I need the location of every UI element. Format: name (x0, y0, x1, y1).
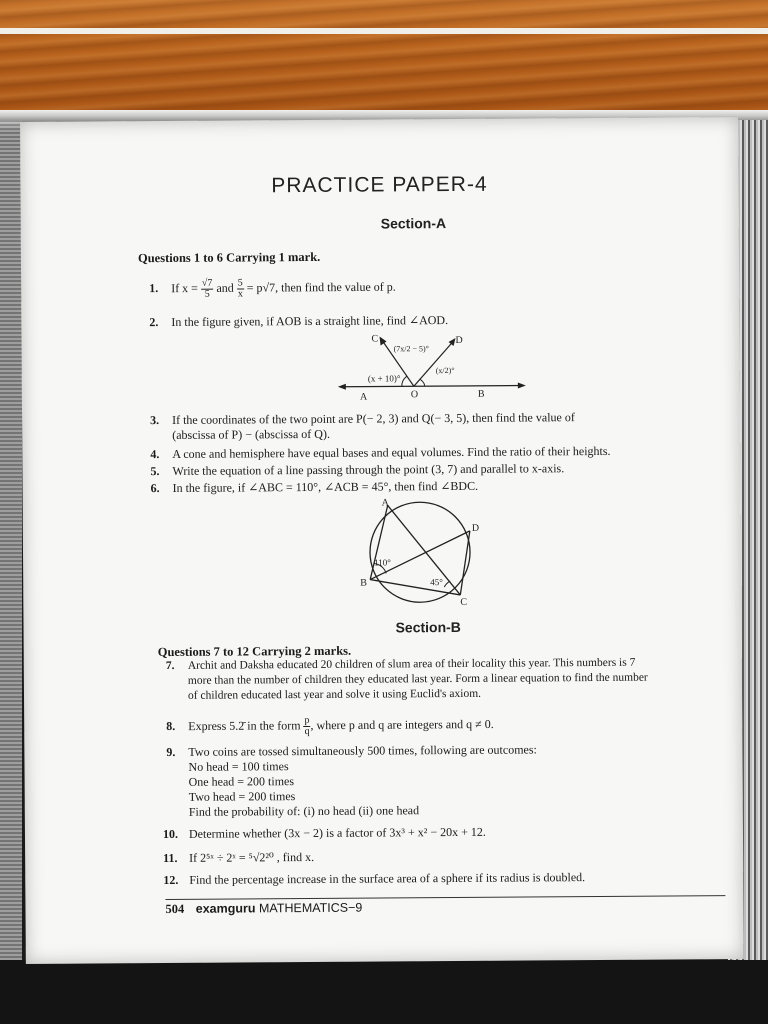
angle-label-1: (x + 10)° (367, 373, 401, 384)
section-a-heading: Section-A (380, 215, 447, 232)
question-number: 12. (163, 872, 179, 888)
label-b: B (360, 577, 367, 589)
straight-line-angle-figure (331, 330, 531, 403)
question-number: 11. (163, 850, 178, 866)
group2-heading: Questions 7 to 12 Carrying 2 marks. (157, 643, 352, 660)
label-d: D (471, 522, 480, 534)
question-number: 7. (165, 659, 175, 672)
question-number: 4. (150, 447, 160, 462)
footer-divider (165, 895, 725, 900)
question-10: 10. Determine whether (3x − 2) is a factor of 3x³ + x² − 20x + 12. (162, 824, 486, 842)
question-number: 1. (149, 281, 159, 296)
question-number: 3. (150, 413, 160, 428)
question-4: 4. A cone and hemisphere have equal bases and equal volumes. Find the ratio of their heights. (150, 443, 611, 462)
subject-name: MATHEMATICS−9 (258, 900, 363, 916)
wooden-table-background (0, 0, 768, 112)
group1-heading: Questions 1 to 6 Carrying 1 mark. (137, 249, 321, 266)
question-9: 9. Two coins are tossed simultaneously 500 times, following are outcomes: No head = 100 times One head = 200 times Two head = 200 times Find the probability of: (i) no head (ii) one head (166, 742, 537, 819)
question-number: 9. (166, 744, 176, 759)
fraction: $\frac{5}{x}$ (237, 277, 243, 300)
question-2: 2. In the figure given, if AOB is a straight line, find ∠AOD. (149, 313, 449, 330)
section-b-heading: Section-B (395, 618, 461, 636)
question-number: 8. (166, 719, 176, 734)
label-b: B (477, 388, 485, 400)
question-8: 8. Express 5.2̄ in the form $\frac{p}{q}$ , where p and q are integers and q ≠ 0. (166, 714, 494, 738)
book-left-edge (0, 120, 22, 980)
angle-b-label: 110° (374, 557, 391, 568)
fraction: $\frac{√7}{5}$ (201, 277, 213, 300)
label-c: C (460, 596, 468, 608)
label-a: A (359, 391, 368, 403)
angle-label-3: (x/2)° (435, 365, 455, 376)
paper-strip (0, 28, 768, 34)
page-title: PRACTICE PAPER-4 (271, 172, 488, 198)
question-1: 1. If x = $\frac{√7}{5}$ and $\frac{5}{x}$ = p√7, then find the value of p. (149, 277, 396, 300)
label-d: D (455, 334, 463, 346)
question-6: 6. In the figure, if ∠ABC = 110°, ∠ACB = 45°, then find ∠BDC. (150, 478, 479, 496)
book-page (20, 117, 744, 964)
question-number: 5. (150, 464, 160, 479)
question-number: 6. (150, 481, 160, 496)
page-number: 504 (165, 901, 185, 917)
outcome-two-head: Two head = 200 times (188, 789, 296, 804)
circle-cyclic-figure (358, 497, 489, 608)
question-3: 3. If the coordinates of the two point are P(− 2, 3) and Q(− 3, 5), then find the value of (abscissa of P) − (abscissa of Q). (150, 410, 575, 442)
label-o: O (410, 389, 419, 401)
question-5: 5. Write the equation of a line passing through the point (3, 7) and parallel to x-axis. (150, 461, 565, 479)
fraction: $\frac{p}{q}$ (304, 714, 310, 738)
angle-c-label: 45° (430, 577, 443, 588)
outcome-one-head: One head = 200 times (188, 774, 295, 789)
question-12: 12. Find the percentage increase in the surface area of a sphere if its radius is doubled. (163, 870, 586, 888)
page-footer (165, 901, 362, 917)
question-7: 7. Archit and Daksha educated 20 children of slum area of their locality this year. This numbers is 7 more than the number of children they educated last year. Form a linear equation to find the number of children educated last year and solve it using Euclid's axiom. (165, 656, 648, 702)
question-number: 10. (162, 826, 179, 842)
outcome-no-head: No head = 100 times (188, 759, 289, 774)
question-11: 11. If 2⁵ˣ ÷ 2ˣ = ⁵√2²⁰ , find x. (163, 849, 315, 866)
label-c: C (371, 333, 379, 345)
angle-label-2: (7x/2 − 5)° (393, 344, 429, 354)
bottom-background (0, 960, 768, 1024)
question-number: 2. (149, 315, 159, 330)
brand-name: examguru (195, 901, 256, 916)
label-a: A (381, 497, 389, 509)
